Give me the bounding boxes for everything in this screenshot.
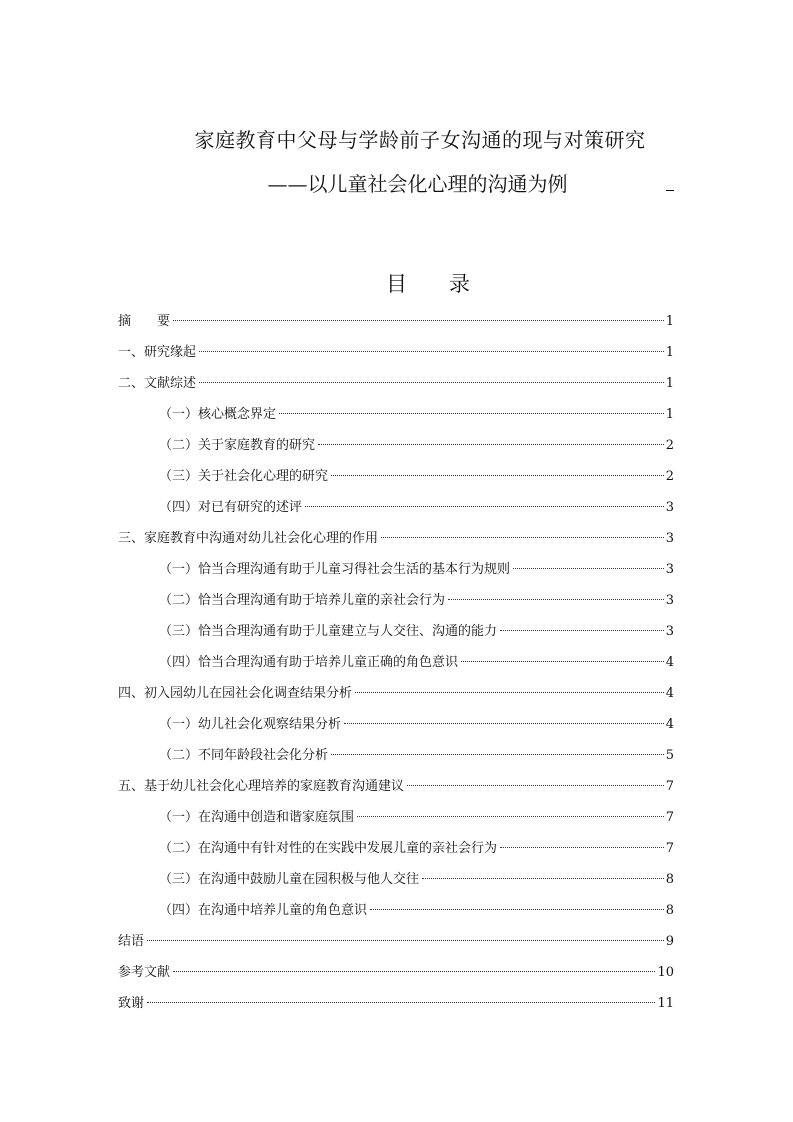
toc-entry-label: （二）恰当合理沟通有助于培养儿童的亲社会行为 (159, 593, 446, 608)
toc-entry-label: （四）对已有研究的述评 (159, 500, 303, 515)
toc-entry-references[interactable] (118, 959, 674, 990)
dot-leader (331, 754, 664, 755)
toc-entry-label: （三）在沟通中鼓励儿童在园积极与他人交往 (159, 872, 420, 887)
toc-entry-label: 三、家庭教育中沟通对幼儿社会化心理的作用 (118, 531, 379, 546)
dot-leader (147, 1002, 655, 1003)
toc-entry-page: 9 (665, 934, 674, 949)
toc-entry-role-awareness[interactable] (118, 649, 674, 680)
toc-entry-page: 7 (665, 779, 674, 794)
dot-leader (513, 568, 664, 569)
dot-leader (305, 506, 664, 507)
underscore-mark (666, 190, 674, 191)
toc-entry-label: （四）在沟通中培养儿童的角色意识 (159, 903, 368, 918)
toc-entry-label: 四、初入园幼儿在园社会化调查结果分析 (118, 686, 353, 701)
toc-entry-page: 10 (657, 965, 674, 980)
toc-entry-page: 3 (665, 500, 674, 515)
dot-leader (448, 599, 664, 600)
toc-entry-label: （一）幼儿社会化观察结果分析 (159, 717, 342, 732)
toc-entry-encourage-interaction[interactable] (118, 866, 674, 897)
toc-entry-social-interaction[interactable] (118, 618, 674, 649)
toc-entry-harmonious-atmosphere[interactable] (118, 804, 674, 835)
toc-entry-abstract[interactable] (118, 308, 674, 339)
dot-leader (461, 661, 664, 662)
toc-heading: 目 录 (386, 272, 470, 296)
dot-leader (173, 971, 655, 972)
toc-entry-suggestions[interactable] (118, 773, 674, 804)
toc-entry-page: 3 (665, 593, 674, 608)
toc-entry-behavior-rules[interactable] (118, 556, 674, 587)
dot-leader (407, 785, 664, 786)
toc-entry-label: 五、基于幼儿社会化心理培养的家庭教育沟通建议 (118, 779, 405, 794)
toc-entry-research-origin[interactable] (118, 339, 674, 370)
dot-leader (500, 847, 664, 848)
toc-entry-page: 3 (665, 562, 674, 577)
toc-entry-label: 致谢 (118, 996, 145, 1011)
toc-entry-conclusion[interactable] (118, 928, 674, 959)
toc-entry-label: 二、文献综述 (118, 376, 197, 391)
dot-leader (381, 537, 664, 538)
toc-entry-literature-review[interactable] (118, 370, 674, 401)
toc-entry-cultivate-role-awareness[interactable] (118, 897, 674, 928)
toc-entry-page: 1 (665, 376, 674, 391)
dot-leader (370, 909, 664, 910)
toc-entry-page: 5 (665, 748, 674, 763)
toc-entry-label: （四）恰当合理沟通有助于培养儿童正确的角色意识 (159, 655, 459, 670)
toc-entry-label: 一、研究缘起 (118, 345, 197, 360)
toc-entry-core-concepts[interactable] (118, 401, 674, 432)
toc-entry-label: 结语 (118, 934, 145, 949)
toc-entry-label: （二）不同年龄段社会化分析 (159, 748, 329, 763)
toc-entry-communication-role[interactable] (118, 525, 674, 556)
toc-entry-label: （一）恰当合理沟通有助于儿童习得社会生活的基本行为规则 (159, 562, 511, 577)
toc-entry-socialization-research[interactable] (118, 463, 674, 494)
toc-entry-page: 11 (657, 996, 674, 1011)
dot-leader (199, 351, 664, 352)
toc-entry-label: （一）核心概念界定 (159, 407, 277, 422)
dot-leader (318, 444, 664, 445)
toc-entry-prosocial-behavior[interactable] (118, 587, 674, 618)
toc-entry-page: 4 (665, 717, 674, 732)
dot-leader (355, 692, 664, 693)
toc-entry-targeted-practice[interactable] (118, 835, 674, 866)
document-title: 家庭教育中父母与学龄前子女沟通的现与对策研究 (194, 128, 646, 152)
dot-leader (422, 878, 664, 879)
toc-entry-label: 摘 要 (118, 314, 171, 329)
toc-entry-label: （三）恰当合理沟通有助于儿童建立与人交往、沟通的能力 (159, 624, 498, 639)
toc-entry-page: 1 (665, 345, 674, 360)
toc-entry-page: 7 (665, 810, 674, 825)
dot-leader (173, 320, 664, 321)
toc-entry-page: 8 (665, 903, 674, 918)
toc-entry-page: 4 (665, 686, 674, 701)
toc-entry-page: 4 (665, 655, 674, 670)
toc-entry-page: 3 (665, 531, 674, 546)
toc-entry-label: （三）关于社会化心理的研究 (159, 469, 329, 484)
toc-entry-label: 参考文献 (118, 965, 171, 980)
toc-entry-page: 1 (665, 407, 674, 422)
toc-entry-review-comments[interactable] (118, 494, 674, 525)
dot-leader (279, 413, 664, 414)
dot-leader (357, 816, 664, 817)
toc-entry-page: 2 (665, 469, 674, 484)
toc-entry-age-group-analysis[interactable] (118, 742, 674, 773)
toc-entry-label: （二）在沟通中有针对性的在实践中发展儿童的亲社会行为 (159, 841, 498, 856)
document-subtitle: ——以儿童社会化心理的沟通为例 (267, 172, 568, 196)
toc-entry-page: 1 (665, 314, 674, 329)
toc-entry-page: 2 (665, 438, 674, 453)
toc-entry-page: 8 (665, 872, 674, 887)
toc-entry-page: 7 (665, 841, 674, 856)
toc-entry-survey-analysis[interactable] (118, 680, 674, 711)
dot-leader (500, 630, 664, 631)
dot-leader (344, 723, 664, 724)
toc-entry-label: （一）在沟通中创造和谐家庭氛围 (159, 810, 355, 825)
toc-entry-family-education-research[interactable] (118, 432, 674, 463)
dot-leader (147, 940, 664, 941)
dot-leader (199, 382, 664, 383)
toc-entry-label: （二）关于家庭教育的研究 (159, 438, 316, 453)
toc-entry-page: 3 (665, 624, 674, 639)
toc-entry-observation-results[interactable] (118, 711, 674, 742)
toc-entry-acknowledgements[interactable] (118, 990, 674, 1021)
table-of-contents (118, 308, 674, 1021)
dot-leader (331, 475, 664, 476)
